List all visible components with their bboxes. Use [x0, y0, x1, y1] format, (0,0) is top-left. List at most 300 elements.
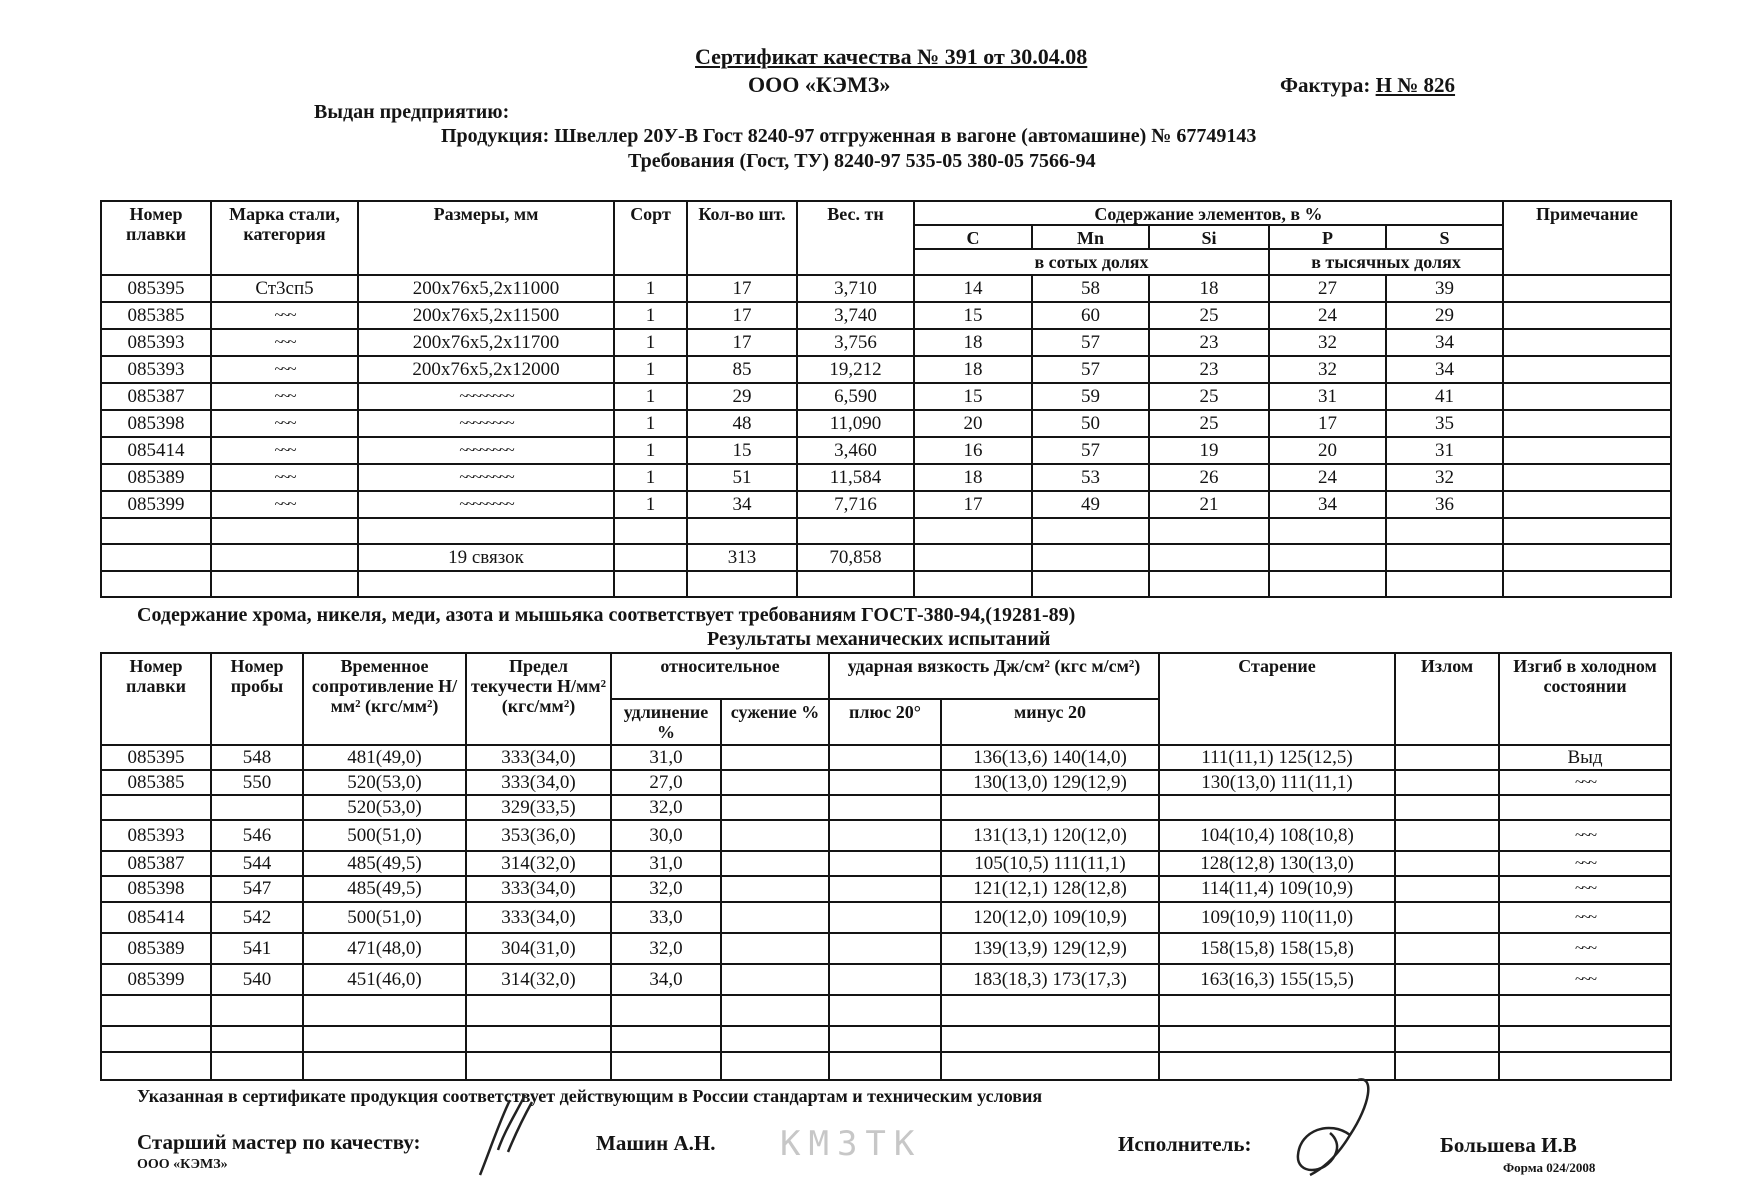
cell-tensile: 485(49,5): [303, 851, 466, 876]
col-elongation: удлинение %: [611, 699, 721, 745]
cell-dimensions: ~~~~~~~~: [358, 437, 614, 464]
cell-qty: 313: [687, 544, 797, 571]
cell-weight: 7,716: [797, 491, 914, 518]
cell-melt-no: 085399: [101, 491, 211, 518]
cell-elongation: 31,0: [611, 851, 721, 876]
cell-sort: 1: [614, 275, 687, 302]
cell-note: [1503, 356, 1671, 383]
cell-c: 20: [914, 410, 1032, 437]
cell-c: 18: [914, 464, 1032, 491]
cell-steel-grade: [211, 571, 358, 597]
cell-plus20: [829, 1026, 941, 1052]
cell-plus20: [829, 795, 941, 820]
cell-fracture: [1395, 933, 1499, 964]
chemical-composition-table: [100, 200, 1672, 598]
cell-plus20: [829, 933, 941, 964]
cell-cold-bend: ~~~: [1499, 770, 1671, 795]
cell-melt-no: [101, 995, 211, 1026]
cell-si: 25: [1149, 302, 1269, 329]
cell-yield: 314(32,0): [466, 964, 611, 995]
cell-melt-no: 085389: [101, 464, 211, 491]
stamp: КМЗТК: [780, 1124, 923, 1164]
col-s: S: [1386, 225, 1503, 249]
cell-elongation: 31,0: [611, 745, 721, 770]
cell-sample-no: 541: [211, 933, 303, 964]
cell-yield: 314(32,0): [466, 851, 611, 876]
cell-tensile: [303, 995, 466, 1026]
cell-sort: [614, 544, 687, 571]
cell-plus20: [829, 820, 941, 851]
cell-aging: 104(10,4) 108(10,8): [1159, 820, 1395, 851]
table-row: [101, 933, 1671, 964]
company-name: ООО «КЭМЗ»: [748, 72, 891, 97]
col-note: Примечание: [1503, 201, 1671, 275]
cell-dimensions: 200x76x5,2x11700: [358, 329, 614, 356]
cell-fracture: [1395, 770, 1499, 795]
cell-p: 24: [1269, 464, 1386, 491]
cell-p: 20: [1269, 437, 1386, 464]
cell-reduction: [721, 770, 829, 795]
cell-c: 17: [914, 491, 1032, 518]
cell-steel-grade: ~~~: [211, 437, 358, 464]
cell-elongation: 30,0: [611, 820, 721, 851]
cell-sort: [614, 518, 687, 544]
cell-qty: 17: [687, 275, 797, 302]
executor-signature: [1280, 1075, 1390, 1180]
col-relative-group: относительное: [611, 653, 829, 699]
cell-melt-no: [101, 795, 211, 820]
cell-steel-grade: ~~~: [211, 383, 358, 410]
cell-melt-no: 085398: [101, 410, 211, 437]
cell-fracture: [1395, 795, 1499, 820]
cell-note: [1503, 275, 1671, 302]
table-row: [101, 383, 1671, 410]
cell-weight: 11,584: [797, 464, 914, 491]
col-mn: Mn: [1032, 225, 1149, 249]
table-row: [101, 544, 1671, 571]
cell-elongation: 27,0: [611, 770, 721, 795]
cell-minus20: 120(12,0) 109(10,9): [941, 902, 1159, 933]
cell-s: 39: [1386, 275, 1503, 302]
cell-sort: 1: [614, 329, 687, 356]
cell-fracture: [1395, 876, 1499, 902]
cell-tensile: 500(51,0): [303, 902, 466, 933]
col-impact-group: ударная вязкость Дж/см² (кгс м/см²): [829, 653, 1159, 699]
col-si: Si: [1149, 225, 1269, 249]
cell-melt-no: 085389: [101, 933, 211, 964]
col-yield-strength: Предел текучести Н/мм² (кгс/мм²): [466, 653, 611, 745]
cell-steel-grade: ~~~: [211, 410, 358, 437]
cell-sample-no: 550: [211, 770, 303, 795]
cell-mn: 59: [1032, 383, 1149, 410]
table-row: [101, 770, 1671, 795]
cell-tensile: 520(53,0): [303, 770, 466, 795]
cell-c: [914, 544, 1032, 571]
mechanical-tests-table: [100, 652, 1672, 1081]
cell-cold-bend: Выд: [1499, 745, 1671, 770]
cell-elongation: [611, 1052, 721, 1080]
cell-plus20: [829, 902, 941, 933]
col-c: C: [914, 225, 1032, 249]
cell-reduction: [721, 1026, 829, 1052]
cell-steel-grade: ~~~: [211, 302, 358, 329]
cell-minus20: 121(12,1) 128(12,8): [941, 876, 1159, 902]
cell-si: [1149, 571, 1269, 597]
cell-qty: 34: [687, 491, 797, 518]
col-aging: Старение: [1159, 653, 1395, 745]
cell-sample-no: 542: [211, 902, 303, 933]
cell-s: 34: [1386, 329, 1503, 356]
cell-cold-bend: ~~~: [1499, 964, 1671, 995]
cell-p: [1269, 544, 1386, 571]
cell-melt-no: 085395: [101, 275, 211, 302]
cell-sample-no: 540: [211, 964, 303, 995]
table-row: [101, 356, 1671, 383]
cell-p: [1269, 571, 1386, 597]
cell-melt-no: 085387: [101, 851, 211, 876]
cell-mn: [1032, 518, 1149, 544]
cell-melt-no: [101, 1052, 211, 1080]
conformity-statement: Указанная в сертификате продукция соответствует действующим в России стандартам и техническим условия: [137, 1086, 1043, 1106]
cell-melt-no: 085385: [101, 302, 211, 329]
table-row: [101, 902, 1671, 933]
cell-si: 25: [1149, 383, 1269, 410]
cell-c: 18: [914, 329, 1032, 356]
cell-p: 31: [1269, 383, 1386, 410]
cell-tensile: 451(46,0): [303, 964, 466, 995]
cell-plus20: [829, 770, 941, 795]
cell-melt-no: 085399: [101, 964, 211, 995]
cell-cold-bend: [1499, 1052, 1671, 1080]
cell-c: [914, 518, 1032, 544]
cell-note: [1503, 410, 1671, 437]
cell-note: [1503, 464, 1671, 491]
table-row: [101, 491, 1671, 518]
cell-minus20: [941, 995, 1159, 1026]
cell-p: 17: [1269, 410, 1386, 437]
cell-melt-no: [101, 544, 211, 571]
cell-qty: 15: [687, 437, 797, 464]
cell-note: [1503, 491, 1671, 518]
table-row: [101, 745, 1671, 770]
cell-melt-no: 085414: [101, 437, 211, 464]
table-row: [101, 964, 1671, 995]
cell-si: 18: [1149, 275, 1269, 302]
col-tensile-strength: Временное сопротивление Н/мм² (кгс/мм²): [303, 653, 466, 745]
cell-fracture: [1395, 851, 1499, 876]
table-row: [101, 795, 1671, 820]
cell-steel-grade: [211, 544, 358, 571]
cell-elongation: 32,0: [611, 876, 721, 902]
cell-dimensions: 200x76x5,2x11500: [358, 302, 614, 329]
cell-s: 31: [1386, 437, 1503, 464]
cell-melt-no: 085395: [101, 745, 211, 770]
cell-reduction: [721, 933, 829, 964]
col-fracture: Излом: [1395, 653, 1499, 745]
cell-cold-bend: ~~~: [1499, 876, 1671, 902]
cell-si: 23: [1149, 329, 1269, 356]
cell-fracture: [1395, 995, 1499, 1026]
cell-qty: 85: [687, 356, 797, 383]
cell-note: [1503, 544, 1671, 571]
cell-steel-grade: ~~~: [211, 464, 358, 491]
cell-dimensions: ~~~~~~~~: [358, 464, 614, 491]
cell-elongation: 33,0: [611, 902, 721, 933]
cell-melt-no: [101, 571, 211, 597]
cell-melt-no: [101, 1026, 211, 1052]
cell-tensile: 485(49,5): [303, 876, 466, 902]
cell-steel-grade: ~~~: [211, 329, 358, 356]
composition-note: Содержание хрома, никеля, меди, азота и мышьяка соответствует требованиям ГОСТ-380-94,(19281-89): [137, 604, 1076, 626]
cell-dimensions: [358, 518, 614, 544]
cell-plus20: [829, 876, 941, 902]
cell-melt-no: 085393: [101, 820, 211, 851]
cell-mn: 58: [1032, 275, 1149, 302]
cell-melt-no: 085385: [101, 770, 211, 795]
cell-minus20: 139(13,9) 129(12,9): [941, 933, 1159, 964]
table-row: [101, 571, 1671, 597]
cell-dimensions: 200x76x5,2x11000: [358, 275, 614, 302]
invoice: [1280, 73, 1455, 98]
col-minus20: минус 20: [941, 699, 1159, 745]
executor-name: Большева И.В: [1440, 1133, 1577, 1157]
cell-aging: 130(13,0) 111(11,1): [1159, 770, 1395, 795]
cell-sort: 1: [614, 356, 687, 383]
cell-qty: 48: [687, 410, 797, 437]
cell-reduction: [721, 851, 829, 876]
cell-reduction: [721, 1052, 829, 1080]
cell-cold-bend: [1499, 795, 1671, 820]
cell-cold-bend: ~~~: [1499, 933, 1671, 964]
table-row: [101, 1026, 1671, 1052]
cell-plus20: [829, 745, 941, 770]
cell-p: 27: [1269, 275, 1386, 302]
cell-minus20: [941, 1052, 1159, 1080]
cell-yield: 333(34,0): [466, 902, 611, 933]
cell-yield: 333(34,0): [466, 876, 611, 902]
cell-p: 32: [1269, 356, 1386, 383]
cell-s: 35: [1386, 410, 1503, 437]
table-row: [101, 851, 1671, 876]
cell-cold-bend: ~~~: [1499, 820, 1671, 851]
cell-elongation: 34,0: [611, 964, 721, 995]
col-qty: Кол-во шт.: [687, 201, 797, 275]
cell-aging: [1159, 995, 1395, 1026]
cell-s: [1386, 518, 1503, 544]
cell-p: [1269, 518, 1386, 544]
invoice-number: Н № 826: [1375, 73, 1456, 97]
cell-tensile: [303, 1026, 466, 1052]
cell-plus20: [829, 851, 941, 876]
cell-elongation: 32,0: [611, 795, 721, 820]
cell-weight: 3,756: [797, 329, 914, 356]
cell-yield: 304(31,0): [466, 933, 611, 964]
cell-s: 32: [1386, 464, 1503, 491]
cell-si: [1149, 518, 1269, 544]
cell-dimensions: ~~~~~~~~: [358, 491, 614, 518]
col-plus20: плюс 20°: [829, 699, 941, 745]
cell-plus20: [829, 964, 941, 995]
cell-plus20: [829, 995, 941, 1026]
cell-cold-bend: ~~~: [1499, 851, 1671, 876]
cell-qty: [687, 518, 797, 544]
table-row: [101, 464, 1671, 491]
col-weight: Вес. тн: [797, 201, 914, 275]
cell-c: [914, 571, 1032, 597]
cell-mn: 53: [1032, 464, 1149, 491]
table-row: [101, 876, 1671, 902]
form-number: Форма 024/2008: [1503, 1160, 1596, 1175]
table-row: [101, 518, 1671, 544]
cell-c: 18: [914, 356, 1032, 383]
cell-mn: 57: [1032, 329, 1149, 356]
cell-s: 34: [1386, 356, 1503, 383]
table-row: [101, 995, 1671, 1026]
col-p: P: [1269, 225, 1386, 249]
col-steel-grade: Марка стали, категория: [211, 201, 358, 275]
cell-sort: 1: [614, 383, 687, 410]
cell-c: 15: [914, 302, 1032, 329]
cell-c: 16: [914, 437, 1032, 464]
cell-dimensions: 200x76x5,2x12000: [358, 356, 614, 383]
table-row: [101, 410, 1671, 437]
cell-dimensions: [358, 571, 614, 597]
cell-reduction: [721, 745, 829, 770]
cell-sample-no: [211, 995, 303, 1026]
issued-to-label: Выдан предприятию:: [314, 101, 510, 123]
qc-name: Машин А.Н.: [596, 1131, 716, 1155]
cell-cold-bend: ~~~: [1499, 902, 1671, 933]
cell-steel-grade: [211, 518, 358, 544]
cell-aging: 109(10,9) 110(11,0): [1159, 902, 1395, 933]
cell-s: [1386, 544, 1503, 571]
cell-p: 32: [1269, 329, 1386, 356]
cell-tensile: 520(53,0): [303, 795, 466, 820]
cell-reduction: [721, 795, 829, 820]
thousandths-label: в тысячных долях: [1269, 249, 1503, 275]
table-row: [101, 437, 1671, 464]
cell-aging: 111(11,1) 125(12,5): [1159, 745, 1395, 770]
cell-qty: [687, 571, 797, 597]
cell-note: [1503, 383, 1671, 410]
cell-mn: 57: [1032, 437, 1149, 464]
cell-melt-no: 085398: [101, 876, 211, 902]
cell-sort: 1: [614, 302, 687, 329]
cell-fracture: [1395, 820, 1499, 851]
cell-mn: 60: [1032, 302, 1149, 329]
cell-si: 23: [1149, 356, 1269, 383]
cell-fracture: [1395, 964, 1499, 995]
cell-steel-grade: ~~~: [211, 356, 358, 383]
cell-tensile: 481(49,0): [303, 745, 466, 770]
cell-si: [1149, 544, 1269, 571]
cell-weight: 19,212: [797, 356, 914, 383]
cell-fracture: [1395, 1052, 1499, 1080]
cell-cold-bend: [1499, 1026, 1671, 1052]
cell-si: 19: [1149, 437, 1269, 464]
cell-melt-no: 085414: [101, 902, 211, 933]
cell-steel-grade: Ст3сп5: [211, 275, 358, 302]
table-row: [101, 302, 1671, 329]
cell-mn: 49: [1032, 491, 1149, 518]
cell-weight: 3,740: [797, 302, 914, 329]
qc-company: ООО «КЭМЗ»: [137, 1157, 228, 1172]
cell-si: 26: [1149, 464, 1269, 491]
cell-s: [1386, 571, 1503, 597]
cell-melt-no: 085393: [101, 356, 211, 383]
qc-label: Старший мастер по качеству:: [137, 1130, 421, 1154]
cell-fracture: [1395, 745, 1499, 770]
cell-weight: 11,090: [797, 410, 914, 437]
cell-mn: 57: [1032, 356, 1149, 383]
invoice-label: Фактура:: [1280, 73, 1371, 97]
qc-signature: [470, 1090, 540, 1180]
cell-weight: [797, 571, 914, 597]
cell-melt-no: 085393: [101, 329, 211, 356]
cell-elongation: [611, 1026, 721, 1052]
cell-sample-no: 544: [211, 851, 303, 876]
cell-qty: 51: [687, 464, 797, 491]
cell-sort: 1: [614, 464, 687, 491]
col-dimensions: Размеры, мм: [358, 201, 614, 275]
cell-weight: 70,858: [797, 544, 914, 571]
cell-reduction: [721, 995, 829, 1026]
hundredths-label: в сотых долях: [914, 249, 1269, 275]
cell-minus20: [941, 795, 1159, 820]
cell-yield: 353(36,0): [466, 820, 611, 851]
cell-qty: 17: [687, 302, 797, 329]
cell-yield: 333(34,0): [466, 770, 611, 795]
col-reduction: сужение %: [721, 699, 829, 745]
cell-aging: 128(12,8) 130(13,0): [1159, 851, 1395, 876]
cell-dimensions: ~~~~~~~~: [358, 410, 614, 437]
cell-yield: 333(34,0): [466, 745, 611, 770]
cell-melt-no: [101, 518, 211, 544]
cell-aging: 158(15,8) 158(15,8): [1159, 933, 1395, 964]
cell-c: 15: [914, 383, 1032, 410]
cell-qty: 29: [687, 383, 797, 410]
certificate-title: Сертификат качества № 391 от 30.04.08: [695, 44, 1088, 69]
cell-minus20: 105(10,5) 111(11,1): [941, 851, 1159, 876]
col-melt-no: Номер плавки: [101, 201, 211, 275]
cell-aging: 114(11,4) 109(10,9): [1159, 876, 1395, 902]
cell-steel-grade: ~~~: [211, 491, 358, 518]
cell-yield: [466, 1052, 611, 1080]
cell-reduction: [721, 964, 829, 995]
cell-weight: 6,590: [797, 383, 914, 410]
cell-yield: [466, 995, 611, 1026]
cell-qty: 17: [687, 329, 797, 356]
table-row: [101, 329, 1671, 356]
cell-minus20: 131(13,1) 120(12,0): [941, 820, 1159, 851]
cell-minus20: 130(13,0) 129(12,9): [941, 770, 1159, 795]
col-sort: Сорт: [614, 201, 687, 275]
cell-reduction: [721, 876, 829, 902]
cell-yield: [466, 1026, 611, 1052]
cell-sort: 1: [614, 437, 687, 464]
cell-s: 36: [1386, 491, 1503, 518]
cell-sample-no: 547: [211, 876, 303, 902]
col-melt-no: Номер плавки: [101, 653, 211, 745]
cell-plus20: [829, 1052, 941, 1080]
cell-mn: [1032, 571, 1149, 597]
cell-tensile: 471(48,0): [303, 933, 466, 964]
cell-sample-no: 546: [211, 820, 303, 851]
col-cold-bend: Изгиб в холодном состоянии: [1499, 653, 1671, 745]
cell-p: 24: [1269, 302, 1386, 329]
cell-tensile: [303, 1052, 466, 1080]
cell-reduction: [721, 820, 829, 851]
